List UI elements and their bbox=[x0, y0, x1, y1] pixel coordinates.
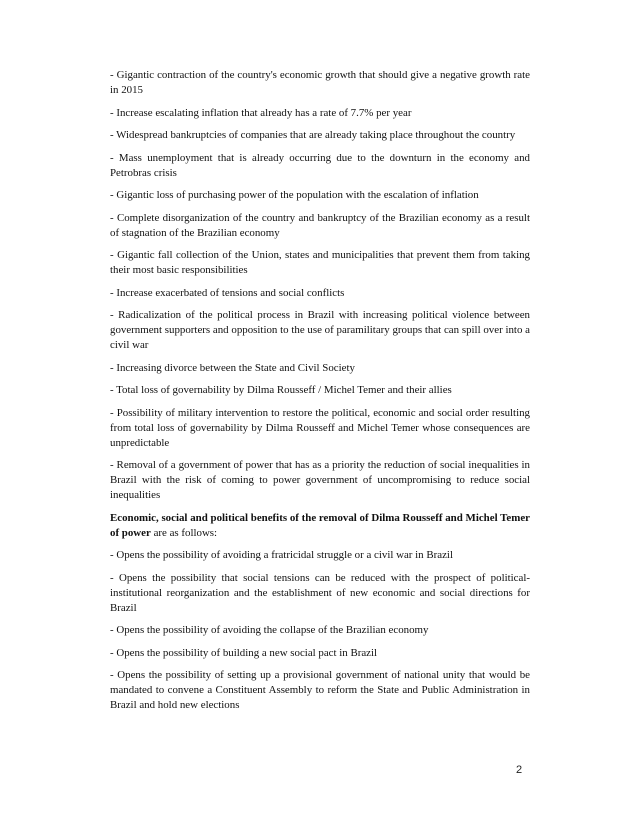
consequence-paragraph: - Complete disorganization of the country and bankruptcy of the Brazilian economy as a result of stagnation of the Brazilian economy bbox=[110, 211, 530, 239]
benefits-heading bbox=[110, 511, 530, 541]
consequence-paragraph: - Removal of a government of power that has as a priority the reduction of social inequalities in Brazil with the risk of coming to power government of uncompromising to reduce social inequalities bbox=[110, 459, 530, 501]
consequence-paragraph: - Gigantic fall collection of the Union, states and municipalities that prevent them from taking their most basic responsibilities bbox=[110, 249, 530, 276]
consequence-paragraph: - Total loss of governability by Dilma Rousseff / Michel Temer and their allies bbox=[110, 384, 452, 396]
benefit-paragraph: - Opens the possibility of avoiding the collapse of the Brazilian economy bbox=[110, 624, 429, 636]
consequence-paragraph: - Gigantic loss of purchasing power of the population with the escalation of inflation bbox=[110, 189, 479, 201]
benefit-paragraph: - Opens the possibility of setting up a provisional government of national unity that would be mandated to convene a Constituent Assembly to reform the State and Public Administration in Brazil and hold new elections bbox=[110, 669, 530, 711]
benefits-heading-rest: are as follows: bbox=[150, 526, 218, 539]
consequence-paragraph: - Possibility of military intervention to restore the political, economic and social order resulting from total loss of governability by Dilma Rousseff and Michel Temer whose consequences are unpredictable bbox=[110, 406, 530, 449]
document-body bbox=[110, 68, 530, 721]
consequence-paragraph: - Radicalization of the political process in Brazil with increasing political violence between government supporters and opposition to the use of paramilitary groups that can spill over into a civil war bbox=[110, 309, 530, 351]
consequence-paragraph: - Mass unemployment that is already occurring due to the downturn in the economy and Petrobras crisis bbox=[110, 151, 530, 179]
benefit-paragraph: - Opens the possibility of avoiding a fratricidal struggle or a civil war in Brazil bbox=[110, 549, 453, 561]
benefits-heading-bold: Economic, social and political benefits of the removal of Dilma Rousseff and Michel Temer of power bbox=[110, 511, 530, 539]
consequence-paragraph: - Increase escalating inflation that already has a rate of 7.7% per year bbox=[110, 106, 412, 119]
benefit-paragraph: - Opens the possibility that social tensions can be reduced with the prospect of political-institutional reorganization and the establishment of new economic and social directions for Brazil bbox=[110, 571, 530, 614]
consequence-paragraph: - Increasing divorce between the State and Civil Society bbox=[110, 361, 355, 374]
consequence-paragraph: - Gigantic contraction of the country's economic growth that should give a negative growth rate in 2015 bbox=[110, 69, 530, 96]
benefit-paragraph: - Opens the possibility of building a new social pact in Brazil bbox=[110, 646, 378, 659]
consequence-paragraph: - Widespread bankruptcies of companies that are already taking place throughout the country bbox=[110, 129, 516, 141]
page-number: 2 bbox=[516, 764, 523, 776]
consequence-paragraph: - Increase exacerbated of tensions and social conflicts bbox=[110, 286, 345, 299]
